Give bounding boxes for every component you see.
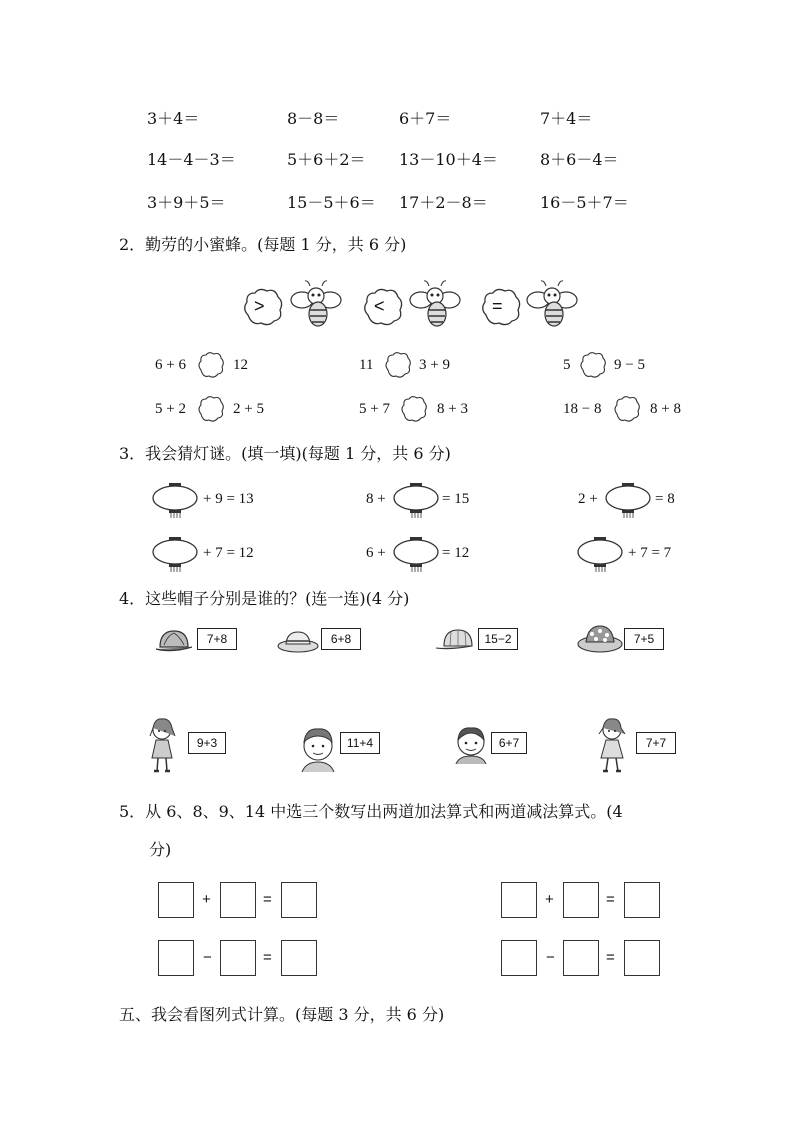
equals-sign: = xyxy=(263,949,272,966)
plus-sign: + xyxy=(545,891,554,908)
flower-hat-icon[interactable] xyxy=(576,622,624,656)
hat-label: 7+5 xyxy=(624,628,664,650)
sign-less: < xyxy=(374,296,385,316)
lantern-icon[interactable] xyxy=(605,483,651,519)
compare-right: 8 + 8 xyxy=(650,401,681,417)
compare-right: 8 + 3 xyxy=(437,401,468,417)
sign-greater: > xyxy=(254,296,265,316)
lantern-icon[interactable] xyxy=(152,483,198,519)
lantern-after: + 7 = 12 xyxy=(203,545,254,561)
answer-cloud[interactable] xyxy=(383,351,411,379)
lantern-icon[interactable] xyxy=(577,537,623,573)
arith-item: 16－5＋7＝ xyxy=(540,193,629,212)
section-5-title: 五、我会看图列式计算。(每题 3 分，共 6 分) xyxy=(119,1005,445,1024)
arith-item: 3＋4＝ xyxy=(147,109,200,128)
answer-box[interactable] xyxy=(158,882,194,918)
compare-right: 9 − 5 xyxy=(614,357,645,373)
sign-equal: = xyxy=(492,296,503,316)
lantern-icon[interactable] xyxy=(393,483,439,519)
lantern-before: 8 + xyxy=(366,491,386,507)
equals-sign: = xyxy=(606,949,615,966)
arith-item: 6＋7＝ xyxy=(399,109,452,128)
question-5-title-line2: 分) xyxy=(149,840,172,859)
compare-right: 3 + 9 xyxy=(419,357,450,373)
compare-right: 12 xyxy=(233,357,248,373)
question-2-title: 2．勤劳的小蜜蜂。(每题 1 分，共 6 分) xyxy=(119,235,407,254)
arith-item: 8＋6－4＝ xyxy=(540,150,619,169)
answer-box[interactable] xyxy=(501,940,537,976)
arith-item: 8－8＝ xyxy=(287,109,340,128)
kid-label: 9+3 xyxy=(188,732,226,754)
lantern-before: 2 + xyxy=(578,491,598,507)
answer-box[interactable] xyxy=(624,940,660,976)
answer-box[interactable] xyxy=(563,882,599,918)
lantern-icon[interactable] xyxy=(393,537,439,573)
bee-icon xyxy=(288,278,344,330)
lantern-after: = 12 xyxy=(442,545,470,561)
question-5-title-line1: 5．从 6、8、9、14 中选三个数写出两道加法算式和两道减法算式。(4 xyxy=(119,802,623,821)
cap-icon[interactable] xyxy=(154,625,194,657)
answer-box[interactable] xyxy=(158,940,194,976)
kid-label: 6+7 xyxy=(491,732,527,754)
question-3-title: 3．我会猜灯谜。(填一填)(每题 1 分，共 6 分) xyxy=(119,444,451,463)
arith-item: 3＋9＋5＝ xyxy=(147,193,226,212)
girl-icon[interactable] xyxy=(145,716,179,776)
answer-box[interactable] xyxy=(220,882,256,918)
lantern-after: = 8 xyxy=(655,491,675,507)
hat-label: 15−2 xyxy=(478,628,518,650)
lantern-before: 6 + xyxy=(366,545,386,561)
lantern-after: + 7 = 7 xyxy=(628,545,672,561)
answer-cloud[interactable] xyxy=(196,395,224,423)
equals-sign: = xyxy=(606,891,615,908)
answer-box[interactable] xyxy=(563,940,599,976)
hat-label: 6+8 xyxy=(321,628,361,650)
girl-icon[interactable] xyxy=(593,716,631,776)
equals-sign: = xyxy=(263,891,272,908)
plus-sign: + xyxy=(202,891,211,908)
compare-left: 5 + 2 xyxy=(155,401,186,417)
arith-item: 5＋6＋2＝ xyxy=(287,150,366,169)
arith-item: 7＋4＝ xyxy=(540,109,593,128)
lantern-after: + 9 = 13 xyxy=(203,491,254,507)
boy-icon[interactable] xyxy=(296,724,340,774)
answer-box[interactable] xyxy=(624,882,660,918)
lantern-icon[interactable] xyxy=(152,537,198,573)
sun-hat-icon[interactable] xyxy=(276,626,320,654)
baseball-cap-icon[interactable] xyxy=(434,626,476,654)
boy-icon[interactable] xyxy=(450,724,492,764)
compare-left: 5 + 7 xyxy=(359,401,390,417)
arith-item: 14－4－3＝ xyxy=(147,150,236,169)
kid-label: 7+7 xyxy=(636,732,676,754)
compare-left: 5 xyxy=(563,357,571,373)
lantern-after: = 15 xyxy=(442,491,470,507)
bee-icon xyxy=(524,278,580,330)
question-4-title: 4．这些帽子分别是谁的？(连一连)(4 分) xyxy=(119,589,410,608)
answer-box[interactable] xyxy=(281,882,317,918)
hat-label: 7+8 xyxy=(197,628,237,650)
minus-sign: − xyxy=(203,949,212,966)
answer-cloud[interactable] xyxy=(578,351,606,379)
minus-sign: − xyxy=(546,949,555,966)
answer-cloud[interactable] xyxy=(612,395,640,423)
answer-box[interactable] xyxy=(220,940,256,976)
answer-cloud[interactable] xyxy=(196,351,224,379)
compare-left: 6 + 6 xyxy=(155,357,186,373)
answer-box[interactable] xyxy=(281,940,317,976)
arith-item: 15－5＋6＝ xyxy=(287,193,376,212)
compare-left: 18 − 8 xyxy=(563,401,602,417)
answer-cloud[interactable] xyxy=(399,395,427,423)
arith-item: 17＋2－8＝ xyxy=(399,193,488,212)
arith-item: 13－10＋4＝ xyxy=(399,150,498,169)
answer-box[interactable] xyxy=(501,882,537,918)
bee-icon xyxy=(407,278,463,330)
compare-right: 2 + 5 xyxy=(233,401,264,417)
compare-left: 11 xyxy=(359,357,374,373)
kid-label: 11+4 xyxy=(340,732,380,754)
